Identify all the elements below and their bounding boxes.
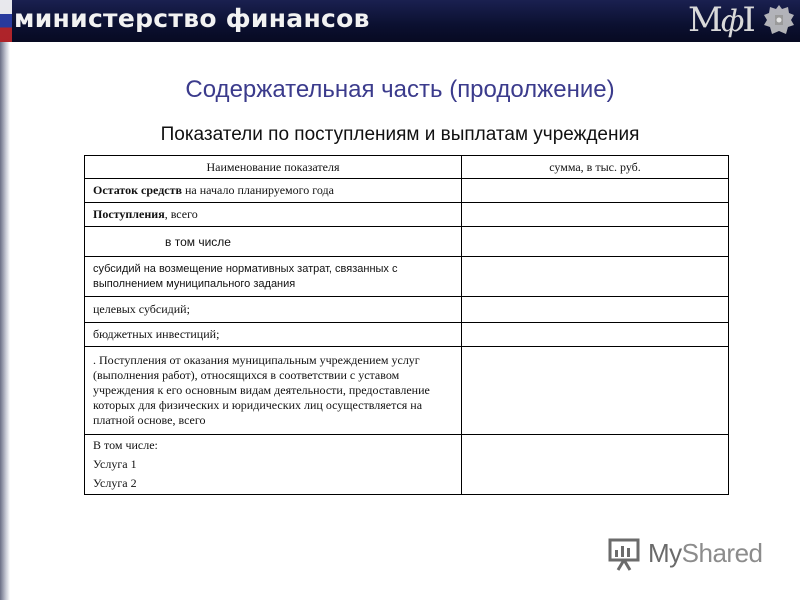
table-row [85, 435, 729, 495]
header-bar [0, 0, 800, 42]
row-value [462, 227, 729, 257]
row-label: в том числе [85, 227, 462, 257]
table-row [85, 203, 729, 227]
table-header-row [85, 156, 729, 179]
watermark-brand-right: Shared [681, 538, 763, 568]
row-value [462, 347, 729, 435]
row-value [462, 323, 729, 347]
table-row [85, 257, 729, 297]
myshared-watermark [606, 534, 776, 574]
slide-title: Содержательная часть (продолжение) [185, 76, 615, 103]
ministry-logo [688, 0, 758, 40]
table-subtitle: Показатели по поступлениям и выплатам учреждения [160, 124, 640, 145]
row-value [462, 257, 729, 297]
row-label: субсидий на возмещение нормативных затрат, связанных с выполнением муниципального задания [85, 257, 462, 297]
header-indicator-name: Наименование показателя [85, 156, 462, 179]
row-label [85, 435, 462, 495]
watermark-text [648, 538, 763, 569]
row-label [85, 203, 462, 227]
row-line: В том числе: [93, 438, 158, 452]
flag-stripe [0, 0, 12, 42]
row-line: Услуга 1 [93, 457, 137, 471]
row-label: . Поступления от оказания муниципальным учреждением услуг (выполнения работ), относящихся в соответствии с уставом учреждения к его основным видам деятельности, предоставление которых для физических и юридических лиц осуществляется на платной основе, всего [85, 347, 462, 435]
row-label-text: на начало планируемого года [181, 183, 334, 197]
row-label: бюджетных инвестиций; [85, 323, 462, 347]
row-value [462, 297, 729, 323]
indicators-table [84, 155, 729, 495]
table-row [85, 179, 729, 203]
table-row [85, 297, 729, 323]
logo-letter-i: І [742, 0, 754, 40]
ministry-title: министерство финансов [14, 4, 370, 33]
row-label-text: , всего [164, 207, 198, 221]
row-line: Услуга 2 [93, 476, 137, 490]
row-label: целевых субсидий; [85, 297, 462, 323]
table-row [85, 227, 729, 257]
row-label [85, 179, 462, 203]
logo-letter-m: М [688, 0, 721, 40]
row-value [462, 203, 729, 227]
logo-letter-f: ф [720, 4, 743, 39]
coat-of-arms-icon [762, 2, 796, 38]
presentation-board-icon [606, 536, 644, 572]
header-sum: сумма, в тыс. руб. [462, 156, 729, 179]
watermark-brand-left: My [648, 538, 682, 568]
row-label-bold: Поступления [93, 207, 165, 221]
row-value [462, 435, 729, 495]
row-label-bold: Остаток средств [93, 183, 182, 197]
table-row [85, 347, 729, 435]
table-row [85, 323, 729, 347]
row-value [462, 179, 729, 203]
